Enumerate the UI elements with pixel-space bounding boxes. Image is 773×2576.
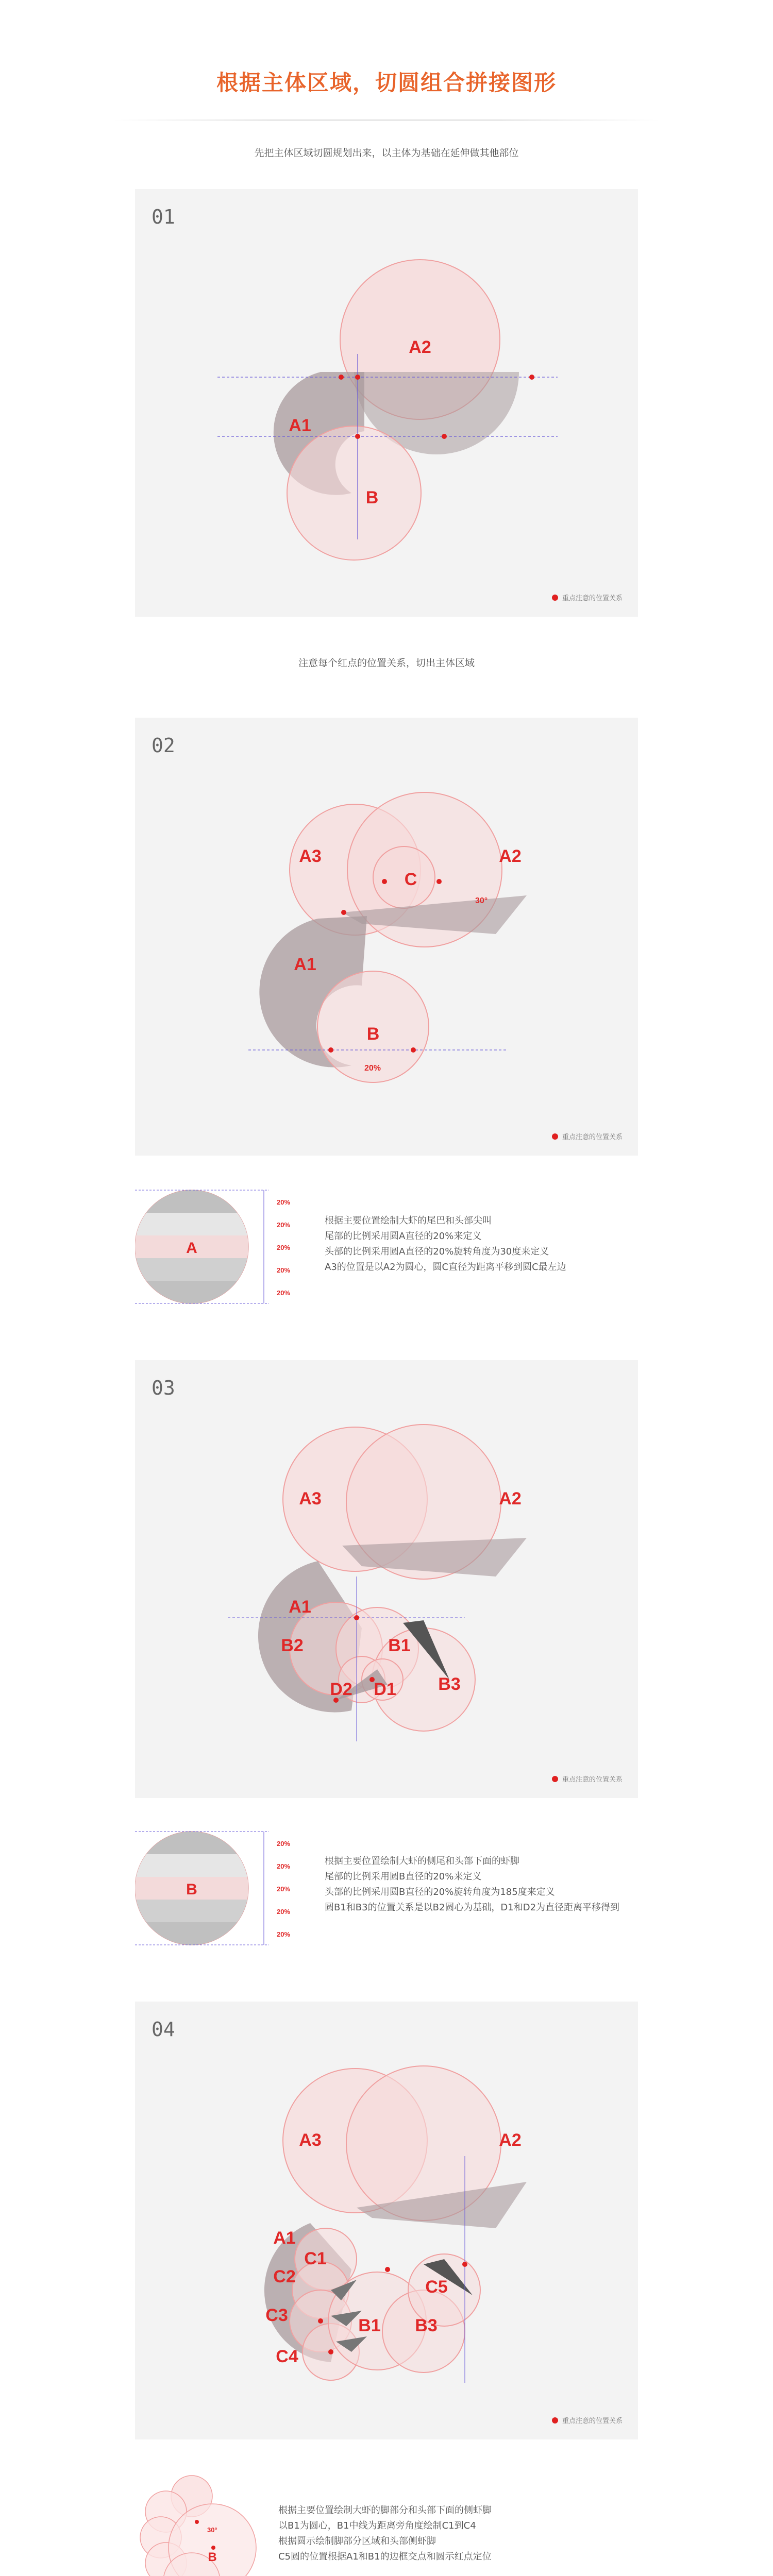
label-b2: B2 xyxy=(281,1636,304,1655)
note-line: 根据主要位置绘制大虾的尾巴和头部尖叫 xyxy=(325,1215,492,1226)
title-divider xyxy=(113,120,660,121)
pct: 20% xyxy=(277,1840,291,1848)
label-a2: A2 xyxy=(409,337,431,357)
label-c1: C1 xyxy=(304,2249,327,2268)
label-a1: A1 xyxy=(273,2228,296,2248)
panel-01 xyxy=(135,189,638,617)
pct: 20% xyxy=(277,1221,291,1229)
panel-02 xyxy=(135,718,638,1156)
label-c4: C4 xyxy=(276,2347,298,2366)
label-b1: B1 xyxy=(388,1636,411,1655)
pct: 20% xyxy=(277,1862,291,1870)
panel-number: 01 xyxy=(152,206,175,228)
label-angle: 30° xyxy=(207,2526,217,2534)
caption-01: 注意每个红点的位置关系，切出主体区域 xyxy=(298,657,475,669)
panel-04 xyxy=(135,2002,638,2439)
legend-text: 重点注意的位置关系 xyxy=(562,1133,623,1141)
label-a1: A1 xyxy=(289,1597,311,1617)
panel-02-diagram xyxy=(135,718,638,1156)
note-line: A3的位置是以A2为圆心，圆C直径为距离平移到圆C最左边 xyxy=(325,1262,566,1273)
label-angle: 30° xyxy=(475,896,488,905)
label-a2: A2 xyxy=(499,846,522,866)
diagram-c xyxy=(135,2470,259,2576)
panel-number: 03 xyxy=(152,1377,175,1399)
label-a2: A2 xyxy=(499,2130,522,2150)
page-title: 根据主体区域，切圆组合拼接图形 xyxy=(216,70,557,95)
panel-03-diagram xyxy=(135,1360,638,1798)
red-dot-icon xyxy=(552,595,558,601)
label-pct: 20% xyxy=(364,1064,381,1073)
label-a3: A3 xyxy=(299,1489,322,1509)
label-a3: A3 xyxy=(299,2130,322,2150)
note-line: C5圆的位置根据A1和B1的边框交点和圆示红点定位 xyxy=(278,2551,492,2562)
label-b3: B3 xyxy=(415,2316,438,2335)
diagram-a xyxy=(135,1185,310,1309)
label-b: B xyxy=(366,1024,380,1044)
panel-01-diagram xyxy=(135,189,638,617)
label-c5: C5 xyxy=(425,2277,448,2297)
red-dot-icon xyxy=(552,1133,558,1140)
note-line: 根据主要位置绘制大虾的脚部分和头部下面的侧虾脚 xyxy=(278,2505,492,2516)
pct: 20% xyxy=(277,1244,291,1251)
legend-text: 重点注意的位置关系 xyxy=(562,1776,623,1784)
label-a1: A1 xyxy=(289,416,311,435)
note-line: 圆B1和B3的位置关系是以B2圆心为基础，D1和D2为直径距离平移得到 xyxy=(325,1902,620,1913)
label-b1: B1 xyxy=(358,2316,381,2335)
note-line: 头部的比例采用圆B直径的20%旋转角度为185度来定义 xyxy=(325,1887,555,1897)
note-line: 以B1为圆心，B1中线为距离旁角度绘制C1到C4 xyxy=(278,2520,476,2531)
diagram-b xyxy=(135,1826,310,1950)
note-3 xyxy=(278,2503,492,2565)
label-d1: D1 xyxy=(374,1680,396,1699)
legend xyxy=(552,1774,623,1784)
pct: 20% xyxy=(277,1885,291,1893)
note-1 xyxy=(325,1213,566,1275)
panel-04-diagram xyxy=(135,2002,638,2439)
red-dot-icon xyxy=(552,2417,558,2424)
panel-number: 04 xyxy=(152,2018,175,2041)
label-b: B xyxy=(186,1881,197,1898)
pct: 20% xyxy=(277,1930,291,1938)
label-b: B xyxy=(208,2550,217,2564)
label-c: C xyxy=(404,870,417,889)
legend xyxy=(552,2415,623,2425)
label-b3: B3 xyxy=(438,1674,461,1694)
red-dot-icon xyxy=(552,1776,558,1782)
page-subtitle: 先把主体区域切圆规划出来，以主体为基础在延伸做其他部位 xyxy=(254,147,519,159)
pct: 20% xyxy=(277,1289,291,1297)
label-a2: A2 xyxy=(499,1489,522,1509)
panel-number: 02 xyxy=(152,734,175,757)
pct: 20% xyxy=(277,1908,291,1916)
label-c2: C2 xyxy=(273,2267,296,2286)
note-line: 尾部的比例采用圆B直径的20%来定义 xyxy=(325,1871,482,1882)
pct: 20% xyxy=(277,1198,291,1206)
label-c3: C3 xyxy=(265,2306,288,2325)
label-b: B xyxy=(365,488,379,507)
note-line: 尾部的比例采用圆A直径的20%来定义 xyxy=(325,1231,482,1242)
note-line: 根据主要位置绘制大虾的侧尾和头部下面的虾脚 xyxy=(325,1856,519,1867)
panel-03 xyxy=(135,1360,638,1798)
label-a3: A3 xyxy=(299,846,322,866)
legend xyxy=(552,592,623,602)
pct: 20% xyxy=(277,1266,291,1274)
note-line: 头部的比例采用圆A直径的20%旋转角度为30度来定义 xyxy=(325,1246,549,1257)
label-a: A xyxy=(186,1240,197,1257)
note-line: 根据圆示绘制脚部分区域和头部侧虾脚 xyxy=(278,2536,436,2547)
label-d2: D2 xyxy=(330,1680,352,1699)
legend-text: 重点注意的位置关系 xyxy=(562,595,623,602)
legend xyxy=(552,1131,623,1141)
legend-text: 重点注意的位置关系 xyxy=(562,2417,623,2425)
note-2 xyxy=(325,1854,619,1916)
label-a1: A1 xyxy=(294,955,316,974)
